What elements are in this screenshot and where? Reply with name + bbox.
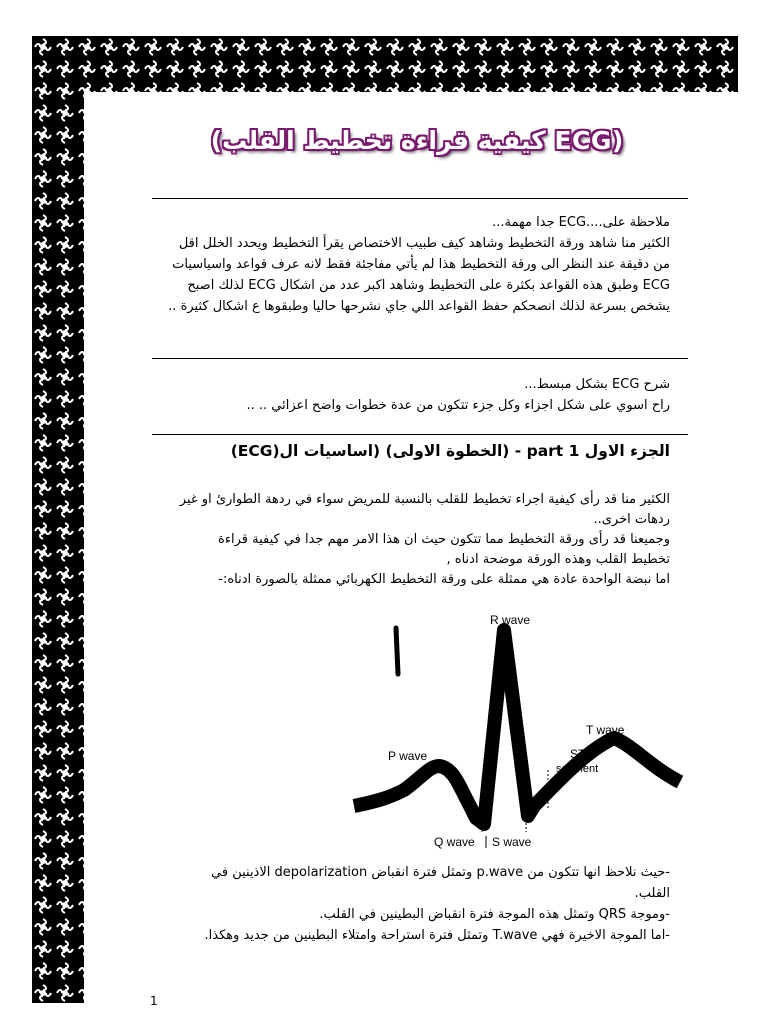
divider — [152, 358, 688, 359]
s-wave-label: S wave — [492, 835, 532, 849]
part1-section — [102, 490, 670, 590]
part1-line: ردهات اخرى.. — [593, 512, 670, 527]
part1-line: الكثير منا قد رأى كيفية اجراء تخطيط للقلب بالنسبة للمريض سواء في ردهة الطوارئ او غير — [179, 492, 670, 507]
divider — [152, 434, 688, 435]
simple-line: راح اسوي على شكل اجزاء وكل جزء تتكون من عدة خطوات واضح اعزائي .. .. — [246, 398, 670, 413]
q-wave-label: Q wave — [434, 835, 475, 849]
note-line: يشخص بسرعة لذلك انصحكم حفظ القواعد اللي جاي نشرحها حاليا وطبقوها ع اشكال كثيرة .. — [168, 299, 670, 314]
note-line: الكثير منا شاهد ورقة التخطيط وشاهد كيف طبيب الاختصاص يقرأ التخطيط ويحدد الخلل اقل — [178, 236, 670, 251]
note-section — [102, 212, 670, 317]
simple-section — [102, 374, 670, 416]
page-number: 1 — [150, 994, 158, 1008]
p-wave-label: P wave — [388, 749, 428, 763]
document-title: (كيفية قراءة تخطيط القلب ECG) — [210, 126, 624, 155]
explanation-line: -حيث نلاحظ انها تتكون من p.wave وتمثل فترة انقباض depolarization الاذينين في — [211, 865, 670, 880]
part1-heading: الجزء الاول part 1 - (الخطوة الاولى) (اساسيات ال(ECG) — [230, 442, 670, 460]
t-wave-label: T wave — [586, 723, 625, 737]
explanation-line: -وموجة QRS وتمثل هذه الموجة فترة انقباض البطينين في القلب. — [319, 907, 670, 922]
r-wave-label: R wave — [490, 613, 531, 627]
segment-label: segment — [556, 763, 599, 775]
st-label: ST — [570, 747, 586, 761]
explanation-line: القلب. — [634, 886, 670, 901]
ecg-waveform-figure — [344, 610, 690, 852]
part1-line: تخطيط القلب وهذه الورقة موضحة ادناه , — [446, 552, 670, 567]
pen-mark — [396, 628, 398, 674]
ecg-trace — [354, 630, 680, 824]
note-line: ملاحظة على....ECG جدا مهمة... — [492, 215, 670, 230]
explanation-line: -اما الموجة الاخيرة فهي T.wave وتمثل فترة استراحة وامتلاء البطينين من جديد وهكذا. — [204, 928, 670, 943]
part1-line: اما نبضة الواحدة عادة هي ممثلة على ورقة التخطيط الكهربائي ممثلة بالصورة ادناه:- — [218, 572, 670, 587]
part1-line: وجميعنا قد رأى ورقة التخطيط مما تتكون حيث ان هذا الامر مهم جدا في كيفية قراءة — [218, 532, 670, 547]
decorative-border — [32, 36, 738, 1008]
page-content — [84, 92, 750, 1020]
simple-line: شرح ECG بشكل مبسط... — [524, 377, 670, 392]
note-line: من دقيقة عند النظر الى ورقة التخطيط هذا لم يأتي مفاجئة فقط لانه عرف قواعد واسياسيات — [172, 257, 670, 272]
explanation-section — [102, 862, 670, 946]
divider — [152, 198, 688, 199]
note-line: ECG وطبق هذه القواعد بكثرة على التخطيط وشاهد اكبر عدد من اشكال ECG لذلك اصبح — [187, 278, 670, 293]
